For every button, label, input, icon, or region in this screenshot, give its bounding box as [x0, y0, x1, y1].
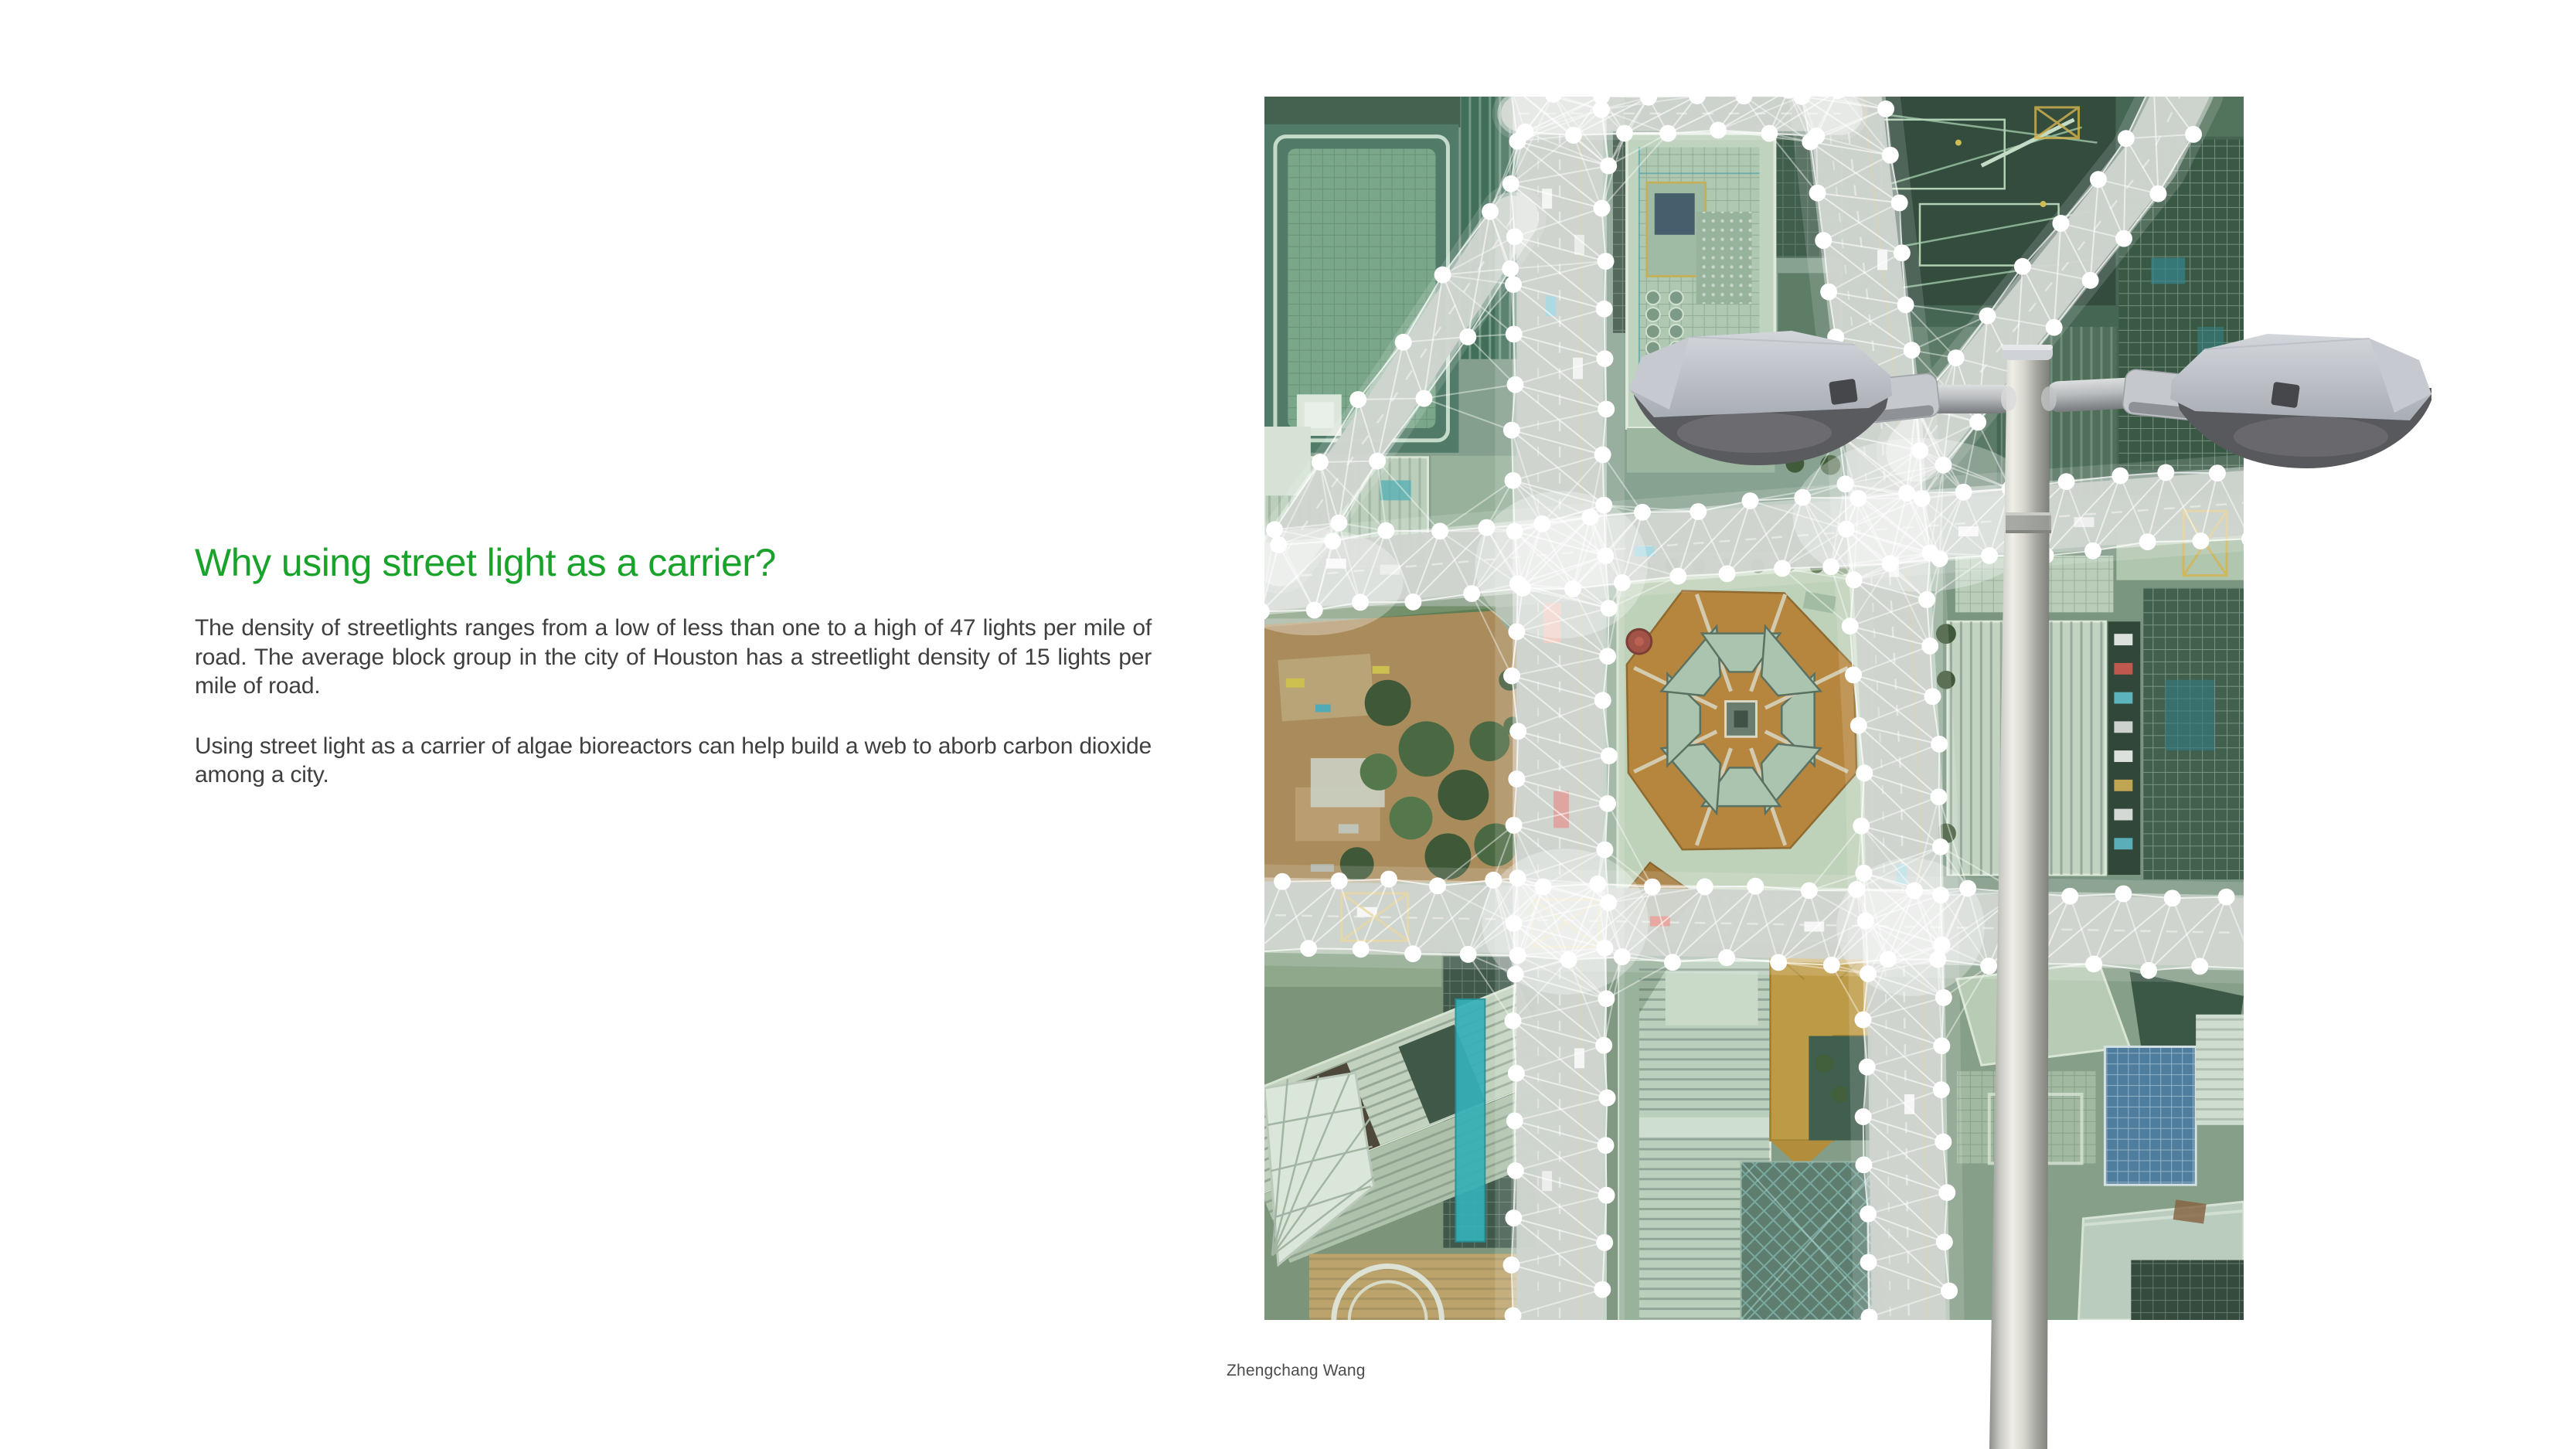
lamp-lens-right: [2234, 417, 2388, 457]
body-paragraph-2: Using street light as a carrier of algae bioreactors can help build a web to aborb carbon dioxide among a city.: [195, 733, 1152, 787]
lamp-latch-right: [2271, 382, 2300, 408]
aerial-photo: [1264, 97, 2244, 1320]
page-title: Why using street light as a carrier?: [195, 541, 776, 584]
credit-text: Zhengchang Wang: [1227, 1362, 1366, 1379]
aerial-photo-svg: [1264, 97, 2244, 1320]
article: [195, 541, 1152, 790]
body-paragraph-1: The density of streetlights ranges from a low of less than one to a high of 47 lights per mile of road. The average block group in the city of Houston has a streetlight density of 15 lights per mile of road.: [195, 615, 1152, 699]
